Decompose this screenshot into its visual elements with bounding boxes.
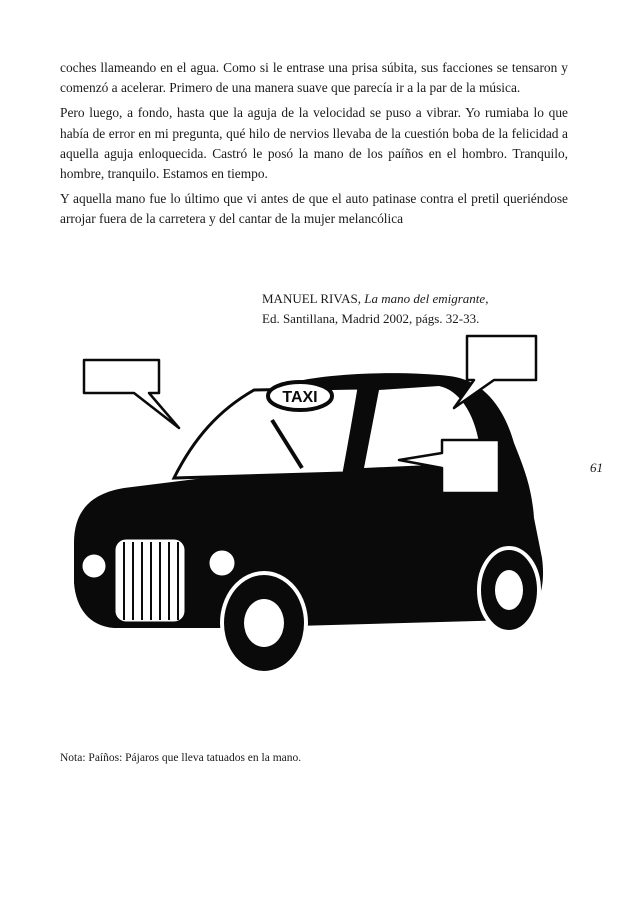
citation-title: La mano del emigrante <box>364 291 486 306</box>
speech-bubble-top-right <box>454 336 536 408</box>
citation-line-1 <box>262 289 488 309</box>
paragraph-3: Y aquella mano fue lo último que vi antes de que el auto patinase contra el pretil queriéndose arrojar fuera de la carretera y del cantar de la mujer melancólica <box>60 191 568 227</box>
taxi-illustration <box>54 328 584 728</box>
headlight-left <box>81 553 107 579</box>
paragraph-1: coches llameando en el agua. Como si le entrase una prisa súbita, sus facciones se tensaron y comenzó a acelerar. Primero de una manera suave que parecía ir a la par de la música. <box>60 60 568 96</box>
paragraph-2: Pero luego, a fondo, hasta que la aguja de la velocidad se puso a vibrar. Yo rumiaba lo que había de error en mi pregunta, qué hilo de nervios llevaba de la cuestión boba de la felicidad a aquella aguja enloquecida. Castró le posó la mano de los paíños en el hombro. Tranquilo, hombre, tranquilo. Estamos en tiempo. <box>60 105 568 182</box>
footnote: Nota: Paíños: Pájaros que lleva tatuados en la mano. <box>60 752 302 764</box>
citation-publisher: Ed. Santillana, Madrid 2002, págs. 32-33. <box>262 311 480 326</box>
story-text <box>60 58 568 235</box>
speech-bubble-left <box>84 360 179 428</box>
taxi-sign-text: TAXI <box>282 389 318 406</box>
citation-title-suffix: , <box>485 291 489 306</box>
page-number: 61 <box>590 460 603 475</box>
citation-author: MANUEL RIVAS, <box>262 291 361 306</box>
headlight-right <box>208 549 236 577</box>
citation <box>262 289 488 329</box>
